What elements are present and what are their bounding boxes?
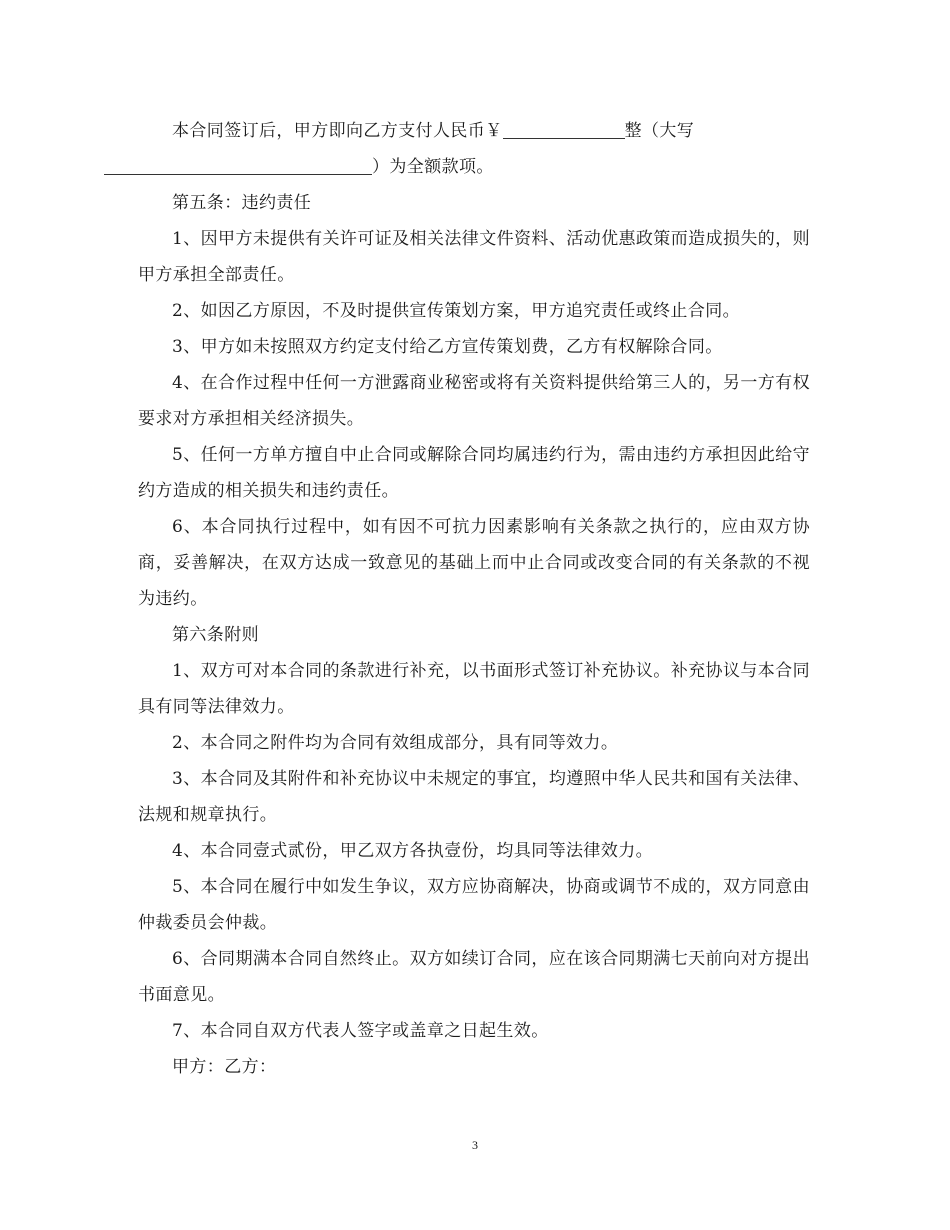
article-6-item-3: 3、本合同及其附件和补充协议中未规定的事宜，均遵照中华人民共和国有关法律、法规和规章执行。 [138,769,810,825]
article-6-item-2: 2、本合同之附件均为合同有效组成部分，具有同等效力。 [172,733,619,753]
page-number: 3 [472,1138,478,1152]
article-6-item-7: 7、本合同自双方代表人签字或盖章之日起生效。 [172,1021,549,1041]
contract-body [138,113,810,1085]
article-5-item-6: 6、本合同执行过程中，如有因不可抗力因素影响有关条款之执行的，应由双方协商，妥善解决，在双方达成一致意见的基础上而中止合同或改变合同的有关条款的不视为违约。 [138,517,810,609]
article-5-item-1: 1、因甲方未提供有关许可证及相关法律文件资料、活动优惠政策而造成损失的，则甲方承担全部责任。 [138,229,810,285]
article-6-title: 第六条附则 [172,625,259,645]
article-6-item-4: 4、本合同壹式贰份，甲乙双方各执壹份，均具同等法律效力。 [172,841,654,861]
article-5-title: 第五条：违约责任 [172,193,312,213]
amount-in-words-blank [104,154,372,175]
article-6-item-1: 1、双方可对本合同的条款进行补充，以书面形式签订补充协议。补充协议与本合同具有同等法律效力。 [138,661,810,717]
article-5-item-4: 4、在合作过程中任何一方泄露商业秘密或将有关资料提供给第三人的，另一方有权要求对方承担相关经济损失。 [138,373,810,429]
signature-line: 甲方：乙方： [172,1057,277,1077]
article-5-item-3: 3、甲方如未按照双方约定支付给乙方宣传策划费，乙方有权解除合同。 [172,337,723,357]
payment-clause [138,113,810,185]
article-5-item-5: 5、任何一方单方擅自中止合同或解除合同均属违约行为，需由违约方承担因此给守约方造成的相关损失和违约责任。 [138,445,810,501]
amount-blank [503,118,625,139]
article-6-item-5: 5、本合同在履行中如发生争议，双方应协商解决，协商或调节不成的，双方同意由仲裁委员会仲裁。 [138,877,810,933]
article-5-item-2: 2、如因乙方原因，不及时提供宣传策划方案，甲方追究责任或终止合同。 [172,301,741,321]
payment-prefix: 本合同签订后，甲方即向乙方支付人民币￥ [172,121,503,141]
payment-middle: 整（大写 [624,121,695,141]
article-6-item-6: 6、合同期满本合同自然终止。双方如续订合同，应在该合同期满七天前向对方提出书面意见。 [138,949,810,1005]
payment-suffix: ）为全额款项。 [372,157,494,177]
